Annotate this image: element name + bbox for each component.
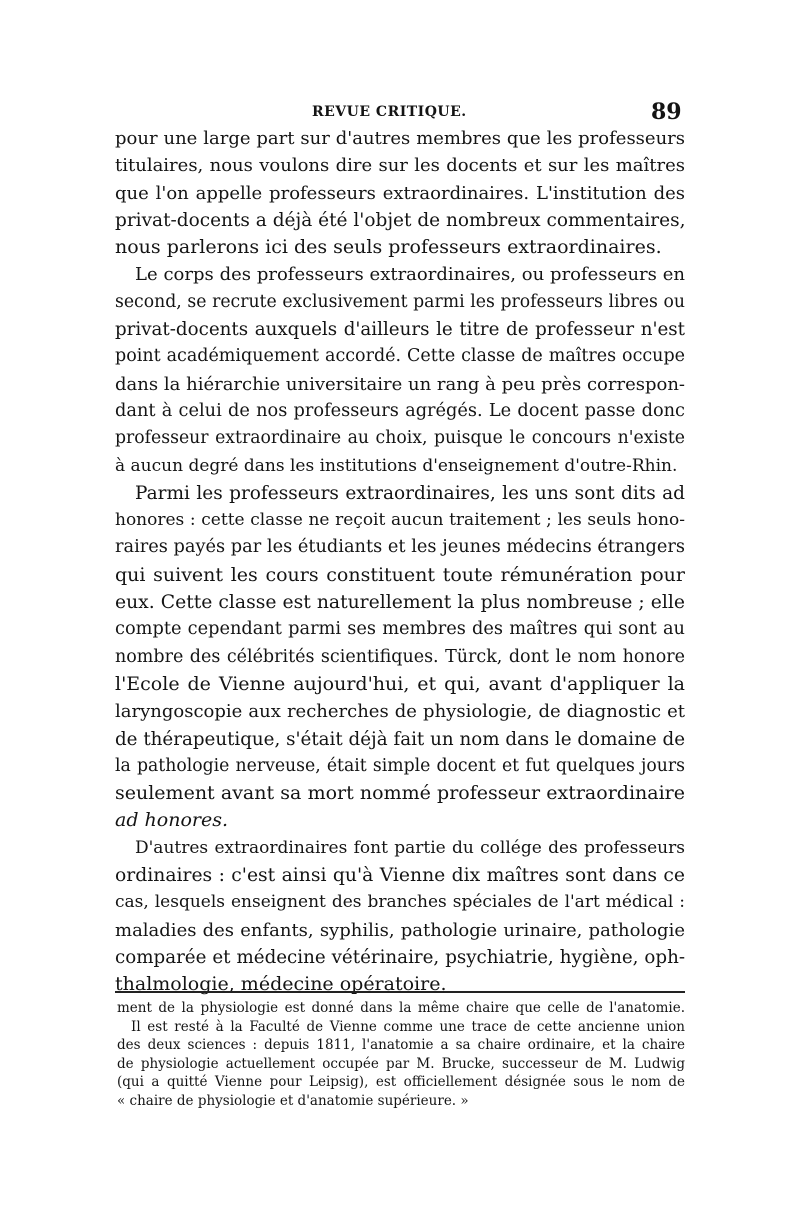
text-line: eux. Cette classe est naturellement la plus nombreuse ; elle	[115, 592, 685, 614]
page-number: 89	[651, 99, 682, 125]
footnote-line: ment de la physiologie est donné dans la même chaire que celle de l'anatomie.	[117, 1000, 685, 1016]
text-line: honores : cette classe ne reçoit aucun traitement ; les seuls hono-	[115, 510, 685, 531]
text-line: Le corps des professeurs extraordinaires, ou professeurs en	[135, 264, 685, 286]
text-line: titulaires, nous voulons dire sur les docents et sur les maîtres	[115, 155, 685, 177]
text-line: dant à celui de nos professeurs agrégés. Le docent passe donc	[115, 400, 685, 421]
footnote	[117, 999, 685, 1111]
text-line: nombre des célébrités scientifiques. Türck, dont le nom honore	[115, 646, 685, 667]
text-line: la pathologie nerveuse, était simple docent et fut quelques jours	[115, 755, 685, 776]
text-line: cas, lesquels enseignent des branches spéciales de l'art médical :	[115, 892, 685, 913]
text-line: comparée et médecine vétérinaire, psychiatrie, hygiène, oph-	[115, 946, 685, 968]
text-line: D'autres extraordinaires font partie du collége des professeurs	[135, 837, 685, 858]
text-line: privat-docents auxquels d'ailleurs le titre de professeur n'est	[115, 319, 685, 341]
footnote-line: Il est resté à la Faculté de Vienne comme une trace de cette ancienne union	[131, 1018, 685, 1035]
running-title: REVUE CRITIQUE.	[312, 104, 467, 120]
text-line: pour une large part sur d'autres membres que les professeurs	[115, 128, 685, 149]
text-line: raires payés par les étudiants et les jeunes médecins étrangers	[115, 537, 685, 558]
text-line: professeur extraordinaire au choix, puisque le concours n'existe	[115, 428, 685, 449]
text-line: second, se recrute exclusivement parmi les professeurs libres ou	[115, 291, 685, 312]
text-line: ad honores.	[115, 809, 228, 832]
footnote-line: de physiologie actuellement occupée par M. Brucke, successeur de M. Ludwig	[117, 1055, 685, 1072]
text-line: maladies des enfants, syphilis, pathologie urinaire, pathologie	[115, 919, 685, 941]
text-line: à aucun degré dans les institutions d'enseignement d'outre-Rhin.	[115, 455, 678, 476]
text-line: seulement avant sa mort nommé professeur extraordinaire	[115, 782, 685, 805]
footnote-rule	[115, 991, 685, 993]
text-line: qui suivent les cours constituent toute rémunération pour	[115, 563, 685, 586]
footnote-line: des deux sciences : depuis 1811, l'anatomie a sa chaire ordinaire, et la chaire	[117, 1037, 685, 1054]
text-line: dans la hiérarchie universitaire un rang à peu près correspon-	[115, 373, 685, 395]
text-line: thalmologie, médecine opératoire.	[115, 973, 447, 996]
text-line: Parmi les professeurs extraordinaires, les uns sont dits ad	[135, 482, 685, 504]
text-line: de thérapeutique, s'était déjà fait un nom dans le domaine de	[115, 728, 685, 750]
text-line: point académiquement accordé. Cette classe de maîtres occupe	[115, 346, 685, 367]
text-line: ordinaires : c'est ainsi qu'à Vienne dix maîtres sont dans ce	[115, 865, 685, 887]
text-line: compte cependant parmi ses membres des maîtres qui sont au	[115, 619, 685, 640]
footnote-line: « chaire de physiologie et d'anatomie supérieure. »	[117, 1092, 469, 1109]
text-line: laryngoscopie aux recherches de physiologie, de diagnostic et	[115, 701, 685, 723]
text-line: nous parlerons ici des seuls professeurs extraordinaires.	[115, 236, 662, 259]
text-line: privat-docents a déjà été l'objet de nombreux commentaires,	[115, 209, 686, 231]
footnote-line: (qui a quitté Vienne pour Leipsig), est officiellement désignée sous le nom de	[117, 1074, 685, 1091]
text-line: l'Ecole de Vienne aujourd'hui, et qui, avant d'appliquer la	[115, 672, 685, 695]
text-line: que l'on appelle professeurs extraordinaires. L'institution des	[115, 182, 685, 204]
body-text	[115, 125, 685, 999]
